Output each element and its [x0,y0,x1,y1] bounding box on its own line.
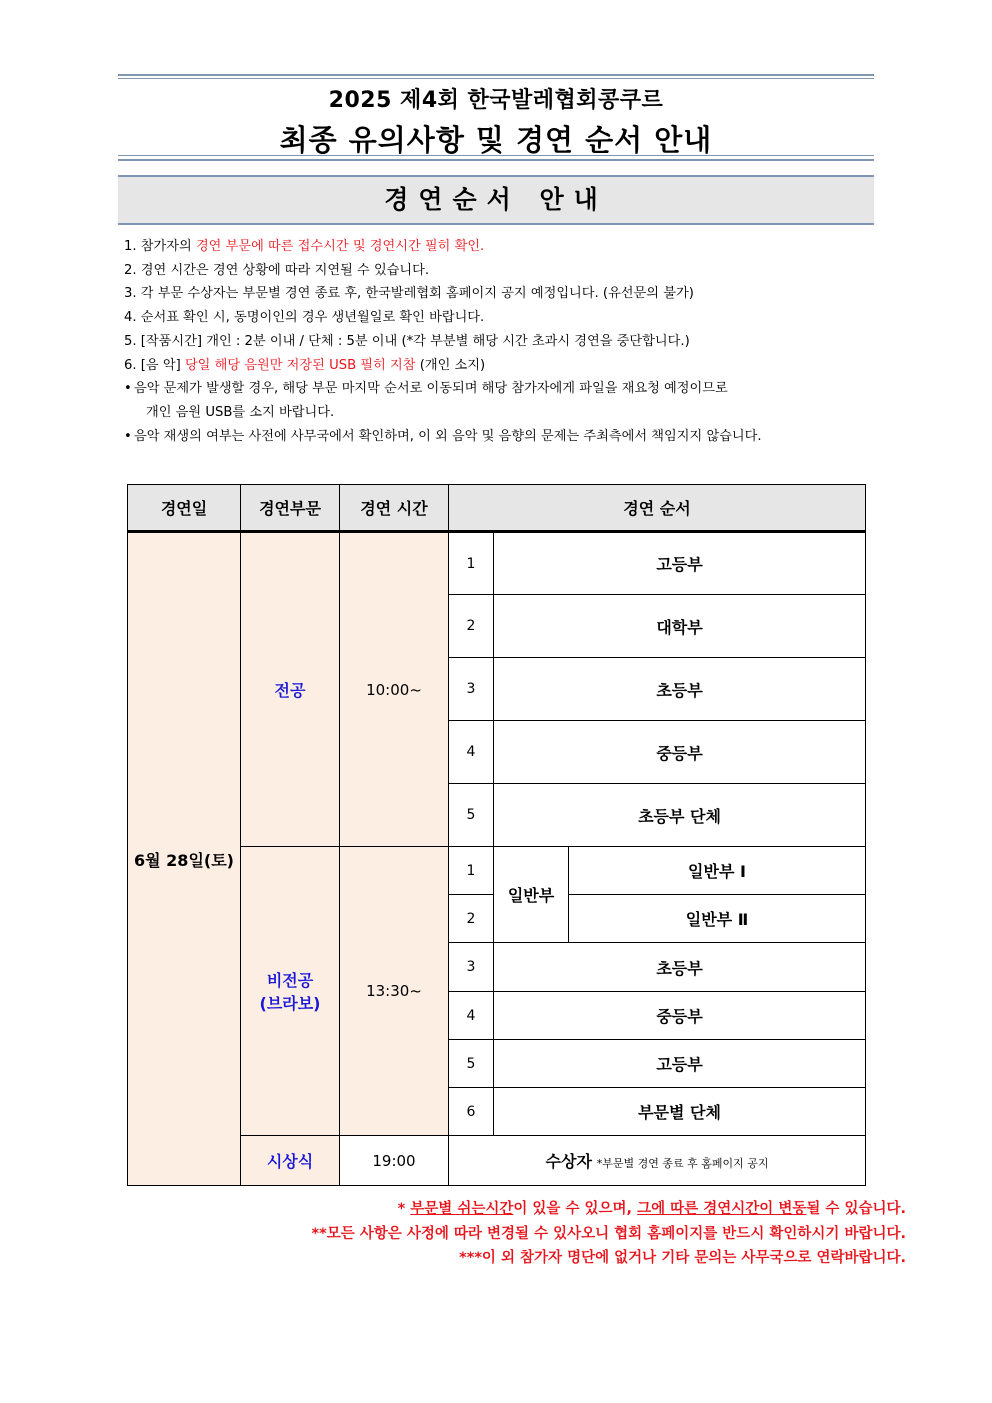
date-cell: 6월 28일(토) [128,532,241,1186]
order-name: 중등부 [494,721,866,784]
table-header-row [128,485,866,532]
order-name: 대학부 [494,595,866,658]
order-name: 초등부 단체 [494,784,866,847]
header-time: 경연 시간 [340,485,449,532]
order-number: 5 [449,1040,494,1088]
table-row [128,532,866,595]
order-number: 1 [449,532,494,595]
title-top-rule [118,74,874,76]
order-name: 고등부 [494,1040,866,1088]
header-order: 경연 순서 [449,485,866,532]
footer-note-3: ***이 외 참가자 명단에 없거나 기타 문의는 사무국으로 연락바랍니다. [459,1250,906,1266]
order-number: 6 [449,1088,494,1136]
title-bottom-rule [118,159,874,161]
order-name: 초등부 [494,943,866,992]
time-ceremony: 19:00 [340,1136,449,1186]
ceremony-note: *부문별 경연 종료 후 홈페이지 공지 [596,1157,769,1170]
ceremony-order [449,1136,866,1186]
time-nonmajor: 13:30~ [340,847,449,1136]
order-number: 1 [449,847,494,895]
title-bottom-rule-thin [118,155,874,156]
order-name: 부문별 단체 [494,1088,866,1136]
order-number: 4 [449,721,494,784]
title-top-rule-thin [118,78,874,79]
page-subtitle: 최종 유의사항 및 경연 순서 안내 [279,123,713,157]
notice-item-3: 3. 각 부문 수상자는 부문별 경연 종료 후, 한국발레협회 홈페이지 공지 예정입니다. (유선문의 불가) [124,286,694,302]
division-nonmajor: 비전공 (브라보) [241,847,340,1136]
order-name: 일반부 Ⅱ [569,895,866,943]
time-major: 10:00~ [340,532,449,847]
header-date: 경연일 [128,485,241,532]
ceremony-name: 수상자 [545,1152,592,1171]
notice-item-4: 4. 순서표 확인 시, 동명이인의 경우 생년월일로 확인 바랍니다. [124,310,485,326]
order-name: 일반부 Ⅰ [569,847,866,895]
order-name: 초등부 [494,658,866,721]
notice-item-1: 1. 참가자의 경연 부문에 따른 접수시간 및 경연시간 필히 확인. [124,239,485,254]
notice-bullet-1: • 음악 문제가 발생할 경우, 해당 부문 마지막 순서로 이동되며 해당 참가자에게 파일을 재요청 예정이므로 [124,377,904,401]
notice-bullet-2: • 음악 재생의 여부는 사전에 사무국에서 확인하며, 이 외 음악 및 음향의 문제는 주최측에서 책임지지 않습니다. [124,425,904,449]
footer-note-1: * 부문별 쉬는시간이 있을 수 있으며, 그에 따른 경연시간이 변동될 수 있습니다. [397,1201,906,1217]
schedule-table [127,484,866,1186]
order-number: 4 [449,992,494,1040]
order-number: 3 [449,943,494,992]
notice-highlight: 경연 부문에 따른 접수시간 및 경연시간 필히 확인. [195,239,485,254]
notice-item-2: 2. 경연 시간은 경연 상황에 따라 지연될 수 있습니다. [124,262,430,278]
notice-item-6: 6. [음 악] 당일 해당 음원만 저장된 USB 필히 지참 (개인 소지) [124,357,486,373]
order-number: 2 [449,895,494,943]
section-banner: 경연순서 안내 [118,175,874,225]
page-title: 2025 제4회 한국발레협회콩쿠르 [328,88,664,113]
notice-item-5: 5. [작품시간] 개인 : 2분 이내 / 단체 : 5분 이내 (*각 부분별 해당 시간 초과시 경연을 중단합니다.) [124,333,690,349]
group-label: 일반부 [494,847,569,943]
order-number: 5 [449,784,494,847]
footer-notes [312,1197,906,1271]
division-ceremony: 시상식 [241,1136,340,1186]
notice-bullet-1-cont: 개인 음원 USB를 소지 바랍니다. [146,404,335,420]
header-division: 경연부문 [241,485,340,532]
footer-note-2: **모든 사항은 사정에 따라 변경될 수 있사오니 협회 홈페이지를 반드시 확인하시기 바랍니다. [311,1225,906,1242]
order-name: 고등부 [494,532,866,595]
notice-list [124,235,904,448]
order-name: 중등부 [494,992,866,1040]
division-major: 전공 [241,532,340,847]
notice-highlight: 당일 해당 음원만 저장된 USB 필히 지참 [184,357,416,373]
order-number: 2 [449,595,494,658]
order-number: 3 [449,658,494,721]
